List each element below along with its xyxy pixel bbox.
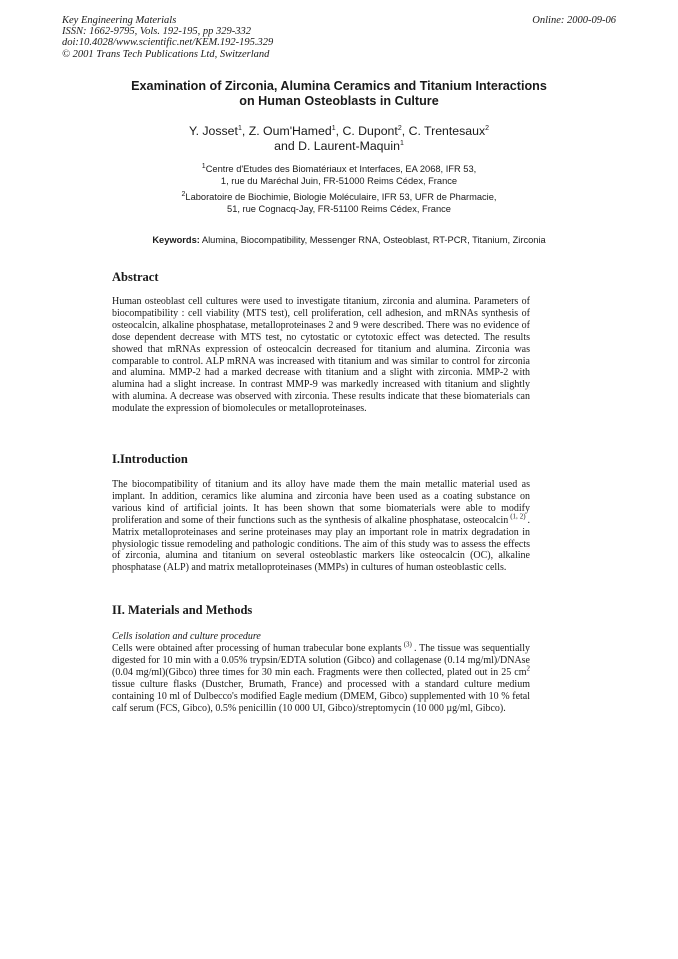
affiliation-mark: 1 [201, 162, 206, 170]
journal-issn: ISSN: 1662-9795, Vols. 192-195, pp 329-332 [62, 26, 251, 38]
introduction-heading: I.Introduction [112, 452, 188, 466]
abstract-heading: Abstract [112, 270, 159, 284]
introduction-text-part: . Matrix metalloproteinases and serine proteinases may play an important role in matrix degradation in physiologic tissue remodeling and pathologic conditions. The aim of this study was to assess the effects of zirconia, alumina and titanium on several osteoblastic markers like osteocalcin (OC), alkaline phosphatase (ALP) and matrix metalloproteinases (MMPs) in cultures of human osteoblastic cells. [112, 514, 530, 574]
author-affiliation-mark: 2 [485, 124, 490, 132]
author-affiliation-mark: 1 [331, 124, 336, 132]
keywords-list: Alumina, Biocompatibility, Messenger RNA, Osteoblast, RT-PCR, Titanium, Zirconia [199, 235, 546, 245]
keywords-label: Keywords: [152, 235, 200, 245]
title-line-1: Examination of Zirconia, Alumina Ceramics and Titanium Interactions [131, 79, 547, 93]
journal-doi: doi:10.4028/www.scientific.net/KEM.192-195.329 [62, 37, 274, 49]
journal-copyright: © 2001 Trans Tech Publications Ltd, Switzerland [62, 48, 270, 60]
affiliation-line: 51, rue Cognacq-Jay, FR-51100 Reims Cédex, France [227, 203, 451, 214]
materials-text-part: tissue culture flasks (Dustcher, Brumath, France) and processed with a standard culture medium containing 10 ml of Dulbecco's modified Eagle medium (DMEM, Gibco) supplemented with 10 % fetal calf serum (FCS, Gibco), 0.5% penicillin (10 000 UI, Gibco)/streptomycin (10 000 µg/ml, Gibco). [112, 678, 530, 714]
journal-header [62, 15, 273, 60]
materials-subheading: Cells isolation and culture procedure [112, 631, 261, 642]
materials-methods-heading: II. Materials and Methods [112, 603, 253, 617]
materials-text-part: Cells were obtained after processing of human trabecular bone explants [112, 643, 402, 654]
affiliation-line: 1, rue du Maréchal Juin, FR-51000 Reims Cédex, France [220, 175, 458, 186]
affiliation-1 [60, 164, 618, 187]
affiliation-mark: 2 [181, 190, 186, 198]
author-affiliation-mark: 2 [397, 124, 402, 132]
author-name: C. Dupont [342, 124, 398, 138]
materials-text-part: . The tissue was sequentially digested for 10 min with a 0.05% trypsin/EDTA solution (Gibco) and collagenase (0.14 mg/ml)/DNAse (0.04 mg/ml)(Gibco) three times for 30 min each. Fragments were then collected, plated out in 25 cm [112, 643, 530, 678]
affiliation-line: Centre d'Etudes des Biomatériaux et Interfaces, EA 2068, IFR 53, [205, 164, 477, 174]
author-affiliation-mark: 1 [237, 124, 242, 132]
introduction-text-part: The biocompatibility of titanium and its alloy have made them the main metallic material used as implant. In addition, ceramics like alumina and zirconia have been used as a coating substance on various kind of artificial joints. It has been shown that some biomaterials were able to modify proliferation and some of their functions such as the synthesis of alkaline phosphatase, osteocalcin [112, 479, 530, 526]
citation-ref: (1, 2) [508, 512, 528, 521]
author-conjunction: and [274, 139, 299, 153]
materials-text [112, 640, 530, 714]
author-name: D. Laurent-Maquin [298, 139, 400, 153]
author-separator: , [401, 124, 409, 138]
author-line-1 [60, 124, 618, 139]
author-separator: , [335, 124, 343, 138]
abstract-text: Human osteoblast cell cultures were used to investigate titanium, zirconia and alumina. Parameters of biocompatibility : cell viability (MTS test), cell proliferation, cell adhesion, and mRNAs synthesis of osteocalcin, alkaline phosphatase, metalloproteinases 2 and 9 were described. There was no evidence of dose dependent decrease with MTS test, no cytostatic or cytotoxic effect was detected. The results showed that mRNAs expression of osteocalcin decreased for titanium and alumina. Zirconia was comparable to control. ALP mRNA was increased with titanium and was similar to control for zirconia and alumina. MMP-2 had a marked decrease with titanium and a slight with zirconia. MMP-2 with alumina had a slight increase. In contrast MMP-9 was markedly increased with titanium and slightly with alumina. A decrease was observed with zirconia. These results indicate that these biomaterials can modulate the expression of biomolecules or metalloproteinases. [112, 296, 530, 415]
citation-ref: (3) [401, 640, 414, 649]
journal-name: Key Engineering Materials [62, 15, 177, 26]
author-affiliation-mark: 1 [399, 139, 404, 147]
author-name: C. Trentesaux [408, 124, 486, 138]
paper-title [60, 79, 618, 109]
affiliation-line: Laboratoire de Biochimie, Biologie Moléculaire, IFR 53, UFR de Pharmacie, [185, 192, 497, 202]
author-name: Z. Oum'Hamed [248, 124, 332, 138]
author-line-2 [60, 139, 618, 154]
title-line-2: on Human Osteoblasts in Culture [239, 94, 439, 108]
author-separator: , [241, 124, 249, 138]
unit-superscript: 2 [526, 664, 530, 673]
introduction-text [112, 479, 530, 574]
affiliation-2 [60, 192, 618, 215]
author-list [60, 124, 618, 154]
keywords [60, 235, 638, 245]
author-name: Y. Josset [188, 124, 238, 138]
online-date: Online: 2000-09-06 [532, 15, 616, 26]
